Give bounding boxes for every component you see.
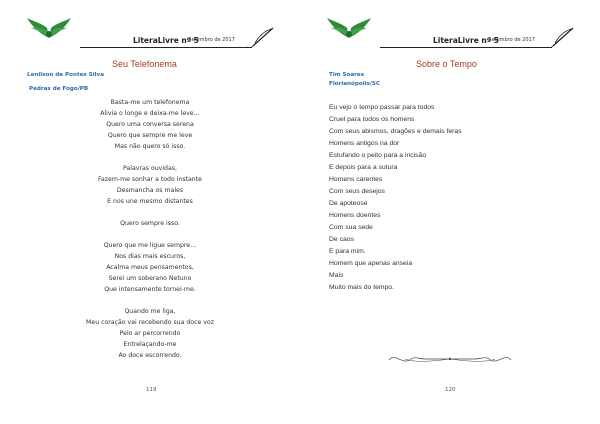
poem-line: De apoteose — [329, 200, 368, 207]
poem-line: Palavras ouvidas, — [123, 165, 177, 172]
poem-line: Fazem-me sonhar a todo instante — [98, 176, 202, 183]
right-page — [300, 0, 600, 424]
poem-line: Pelo ar percorrendo — [119, 330, 181, 337]
poem-line: Entrelaçando-me — [123, 341, 177, 348]
poem-line: Basta-me um telefonema — [110, 99, 190, 106]
quill-pen-icon — [247, 26, 275, 50]
page-number: 119 — [146, 387, 157, 393]
poem-line: Alivia o longe e deixa-me leve… — [100, 110, 200, 117]
poem-line: Com seus desejos — [329, 188, 385, 195]
page-header — [325, 14, 575, 50]
poem-line: Estufando o peito para a incisão — [329, 152, 427, 159]
poem-line: Cruel para todos os homens — [329, 116, 415, 123]
green-wings-logo-icon — [325, 14, 373, 42]
poem-line: E para mim. — [329, 248, 366, 255]
author-place: Pedras de Fogo/PB — [29, 86, 89, 92]
author-name: Lenilson de Pontes Silva — [27, 72, 104, 78]
magazine-brand: LiteraLivre nº 5 — [133, 36, 199, 45]
author-name: Tim Soares — [329, 72, 365, 78]
poem-line: E nos une mesmo distantes — [107, 198, 193, 205]
page-number: 120 — [445, 387, 456, 393]
issue-date: - Setembro de 2017 — [485, 37, 535, 43]
poem-line: Com sua sede — [329, 224, 373, 231]
flourish-divider-icon — [385, 350, 515, 368]
poem-line: Homens antigos na dor — [329, 140, 400, 147]
poem-line: Mas não quero só isso. — [114, 143, 186, 150]
poem-line: Mais — [329, 272, 344, 279]
poem-line: Que intensamente tornei-me. — [104, 286, 196, 293]
poem-line: E depois para a sutura — [329, 164, 398, 171]
poem-title: Seu Telefonema — [112, 59, 177, 69]
quill-pen-icon — [547, 26, 575, 50]
poem-line: Homem que apenas anseia — [329, 260, 413, 267]
issue-date: - Setembro de 2017 — [185, 37, 235, 43]
poem-line: Quero que me ligue sempre… — [103, 242, 197, 249]
poem-line: Desmancha os males — [116, 187, 184, 194]
poem-line: Muito mais do tempo. — [329, 284, 394, 291]
poem-line: Quero sempre isso. — [120, 220, 180, 227]
poem-line: Com seus abismos, dragões e demais feras — [329, 128, 462, 135]
page-header — [25, 14, 275, 50]
green-wings-logo-icon — [25, 14, 73, 42]
poem-line: Serei um soberano Netuno — [108, 275, 192, 282]
poem-line: Homens carentes — [329, 176, 383, 183]
poem-line: Ao doce escorrendo. — [118, 352, 182, 359]
header-rule — [80, 47, 252, 48]
poem-line: Eu vejo o tempo passar para todos — [329, 104, 435, 111]
author-place: Florianópolis/SC — [329, 81, 381, 87]
poem-line: Quero que sempre me leve — [107, 132, 193, 139]
poem-title: Sobre o Tempo — [416, 59, 477, 69]
poem-line: Homens doentes — [329, 212, 381, 219]
poem-line: Quero uma conversa serena — [106, 121, 194, 128]
poem-line: De caos — [329, 236, 354, 243]
poem-line: Quando me liga, — [124, 308, 176, 315]
header-rule — [380, 47, 552, 48]
poem-line: Nos dias mais escuros, — [114, 253, 186, 260]
magazine-brand: LiteraLivre nº 5 — [433, 36, 499, 45]
poem-line: Acalma meus pensamentos, — [106, 264, 194, 271]
poem-line: Meu coração vai recebendo sua doce voz — [86, 319, 214, 326]
